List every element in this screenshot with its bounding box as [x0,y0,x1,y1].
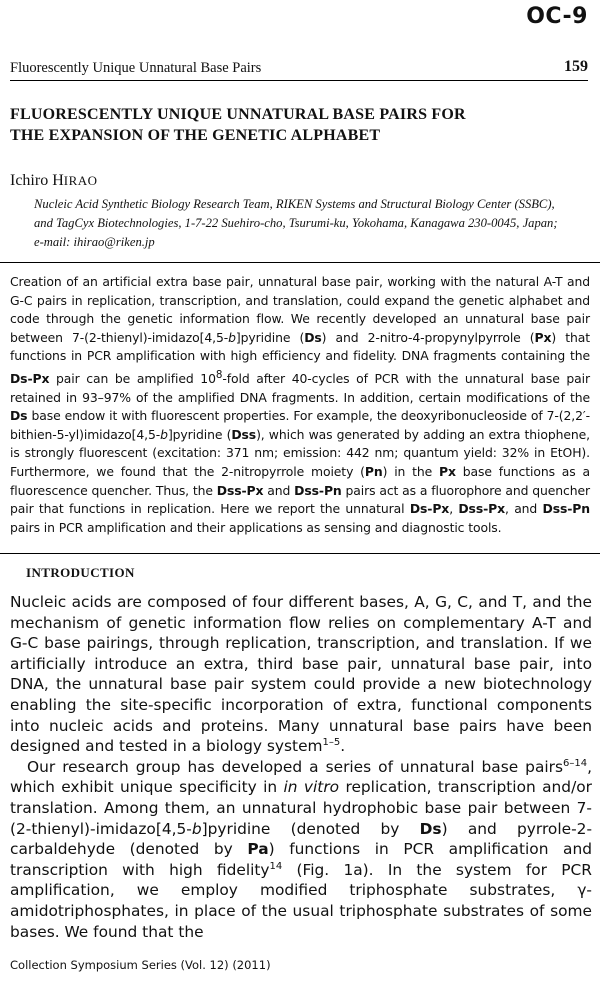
running-title: Fluorescently Unique Unnatural Base Pairs [10,60,262,76]
affiliation-line-1: Nucleic Acid Synthetic Biology Research Team, RIKEN Systems and Structural Biology Center (SSBC), [34,197,555,211]
affiliation-line-2: and TagCyx Biotechnologies, 1-7-22 Suehiro-cho, Tsurumi-ku, Yokohama, Kanagawa 230-0045, Japan; [34,216,558,230]
title-line-2: THE EXPANSION OF THE GENETIC ALPHABET [10,127,381,144]
page-number: 159 [564,58,588,75]
author-last-initial: H [52,172,64,189]
footer-citation: Collection Symposium Series (Vol. 12) (2011) [10,958,271,972]
affiliation-line-3: e-mail: ihirao@riken.jp [34,235,155,249]
abstract-code-label: OC-9 [526,4,588,29]
running-header [10,58,588,81]
section-heading-introduction: INTRODUCTION [26,565,135,580]
abstract-box [0,262,600,554]
author-name [10,172,98,190]
paragraph-2: Our research group has developed a series of unnatural base pairs$^{6-14}$, which exhibit unique specificity in in vitro replication, transcription and/or translation. Among them, an unnatural hydrophobic base pair between 7-(2-thienyl)-imidazo[4,5-b]pyridine (denoted by Ds) and pyrrole-2-carbaldehyde (denoted by Pa) functions in PCR amplification and transcription with high fidelity$^{14}$ (Fig. 1a). In the system for PCR amplification, we employ modified triphosphate substrates, γ-amidotriphosphates, in place of the usual triphosphate substrates of some bases. We found that the [10,757,593,941]
title-line-1: FLUORESCENTLY UNIQUE UNNATURAL BASE PAIRS FOR [10,106,466,123]
paragraph-1: Nucleic acids are composed of four different bases, A, G, C, and T, and the mechanism of genetic information flow relies on complementary A-T and G-C base pairings, through replication, transcription, and translation. If we artificially introduce an extra, third base pair, unnatural base pair, into DNA, the unnatural base pair system could provide a new biotechnology enabling the site-specific incorporation of extra, functional components into nucleic acids and proteins. Many unnatural base pairs have been designed and tested in a biology system$^{1-5}$. [10,593,592,756]
body-text [10,592,592,942]
abstract-text: Creation of an artificial extra base pair, unnatural base pair, working with the natural A-T and G-C pairs in replication, transcription, and translation, could expand the genetic alphabet and code through the genetic information flow. We recently developed an unnatural base pair between 7-(2-thienyl)-imidazo[4,5-b]pyridine (Ds) and 2-nitro-4-propynylpyrrole (Px) that functions in PCR amplification with high efficiency and fidelity. DNA fragments containing the Ds-Px pair can be amplified $10^8$-fold after 40-cycles of PCR with the unnatural base pair retained in 93–97% of the amplified DNA fragments. In addition, certain modifications of the Ds base endow it with fluorescent properties. For example, the deoxyribonucleoside of 7-(2,2′-bithien-5-yl)imidazo[4,5-b]pyridine (Dss), which was generated by adding an extra thiophene, is strongly fluorescent (excitation: 371 nm; emission: 442 nm; quantum yield: 32% in EtOH). Furthermore, we found that the 2-nitropyrrole moiety (Pn) in the Px base functions as a fluorescence quencher. Thus, the Dss-Px and Dss-Pn pairs act as a fluorophore and quencher pair that functions in replication. Here we report the unnatural Ds-Px, Dss-Px, and Dss-Pn pairs in PCR amplification and their applications as sensing and diagnostic tools. [10,274,591,535]
author-last-rest: IRAO [63,173,98,188]
paper-title [10,104,590,146]
affiliation [34,195,594,252]
author-first: Ichiro [10,172,49,189]
